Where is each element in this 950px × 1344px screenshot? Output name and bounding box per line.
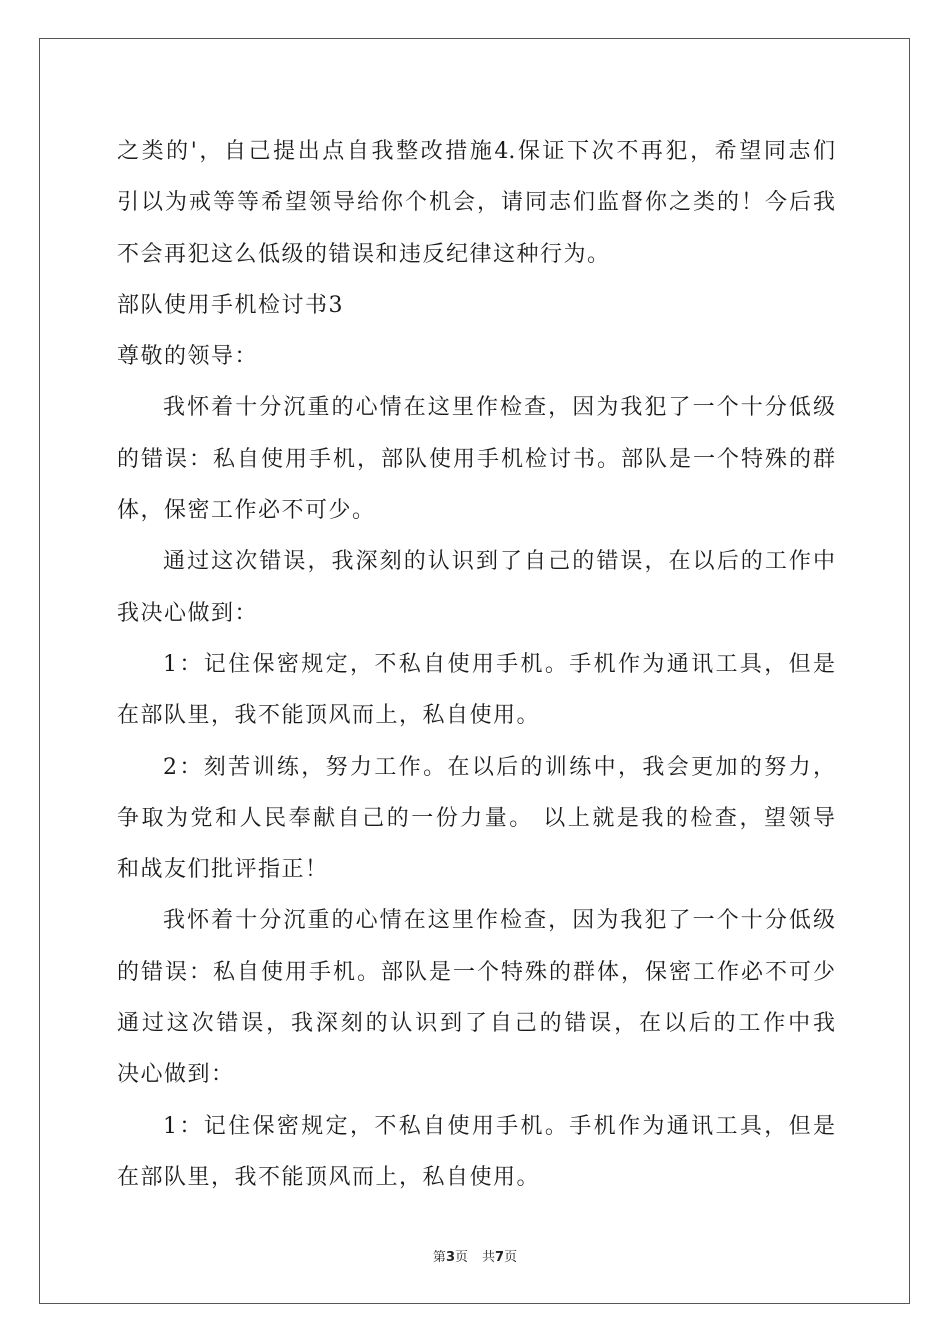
current-page-number: 3: [445, 1250, 455, 1265]
total-page-count: 7: [495, 1250, 505, 1265]
paragraph-first-line: 我怀着十分沉重的心情在这里作检查，因为我犯了一个十分低级: [163, 395, 835, 421]
text-line: 的错误：私自使用手机。部队是一个特殊的群体，保密工作必不可少: [117, 959, 835, 985]
text-line: 争取为党和人民奉献自己的一份力量。 以上就是我的检查，望领导: [117, 805, 835, 831]
text-line: 决心做到：: [117, 1062, 235, 1088]
text-line: 我决心做到：: [117, 600, 259, 626]
paragraph-first-line: 1：记住保密规定，不私自使用手机。手机作为通讯工具，但是: [163, 651, 835, 677]
text-line: 通过这次错误，我深刻的认识到了自己的错误，在以后的工作中我: [117, 1011, 835, 1037]
text-line: 体，保密工作必不可少。: [117, 498, 376, 524]
paragraph-first-line: 我怀着十分沉重的心情在这里作检查，因为我犯了一个十分低级: [163, 908, 835, 934]
text-line: 的错误：私自使用手机，部队使用手机检讨书。部队是一个特殊的群: [117, 446, 835, 472]
text-line: 不会再犯这么低级的错误和违反纪律这种行为。: [117, 241, 611, 267]
footer-total-prefix: 共: [482, 1250, 496, 1265]
document-body: [117, 126, 835, 1203]
footer-page-word: 页: [454, 1250, 468, 1265]
text-line: 在部队里，我不能顶风而上，私自使用。: [117, 703, 541, 729]
text-line: 引以为戒等等希望领导给你个机会，请同志们监督你之类的！今后我: [117, 190, 835, 216]
page-footer: [0, 1246, 950, 1265]
footer-total-suffix: 页: [504, 1250, 518, 1265]
footer-prefix: 第: [432, 1250, 446, 1265]
paragraph-first-line: 2：刻苦训练，努力工作。在以后的训练中，我会更加的努力，: [163, 754, 835, 780]
text-line: 和战友们批评指正！: [117, 857, 329, 883]
salutation: 尊敬的领导：: [117, 344, 259, 370]
paragraph-first-line: 1：记住保密规定，不私自使用手机。手机作为通讯工具，但是: [163, 1113, 835, 1139]
text-line: 在部队里，我不能顶风而上，私自使用。: [117, 1164, 541, 1190]
text-line: 之类的'，自己提出点自我整改措施4.保证下次不再犯，希望同志们: [117, 139, 835, 164]
paragraph-first-line: 通过这次错误，我深刻的认识到了自己的错误，在以后的工作中: [163, 549, 835, 575]
section-heading: 部队使用手机检讨书3: [117, 292, 344, 318]
